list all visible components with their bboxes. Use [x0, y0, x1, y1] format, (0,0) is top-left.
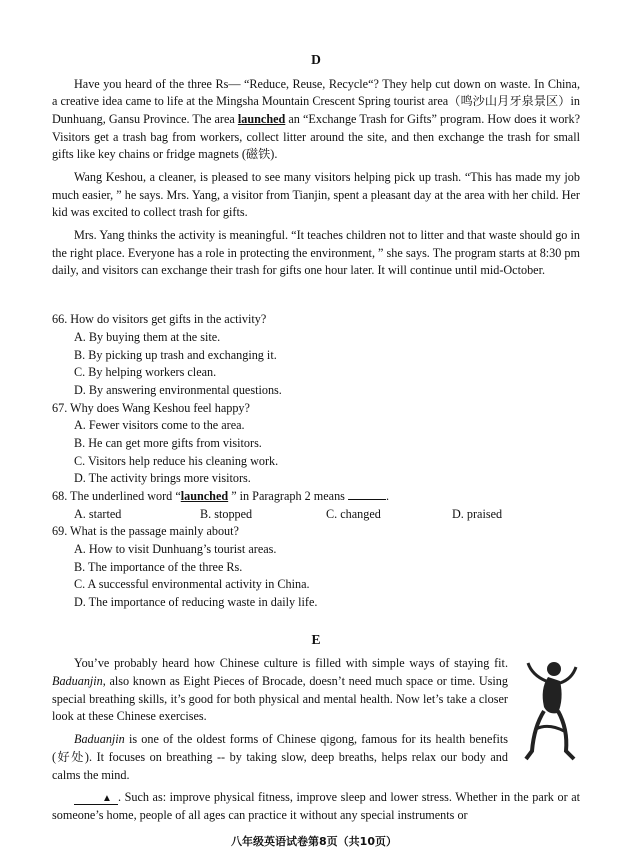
underlined-word: launched — [237, 111, 286, 126]
question-66: 66. How do visitors get gifts in the activity? A. By buying them at the site. B. By picking up trash and exchanging it. C. By helping workers clean. D. By answering environmental questions. — [52, 312, 282, 397]
answer-blank-triangle: ▲ — [74, 794, 118, 805]
question-69: 69. What is the passage mainly about? A. How to visit Dunhuang’s tourist areas. B. The importance of the three Rs. C. A successful environmental activity in China. D. The importance of reducing waste in daily life. — [52, 524, 318, 610]
question-67: 67. Why does Wang Keshou feel happy? A. Fewer visitors come to the area. B. He can get more gifts from visitors. C. Visitors help reduce his cleaning work. D. The activity brings more visitors. — [52, 400, 279, 486]
exam-page — [52, 50, 580, 830]
section-e-paragraph-3: ▲ . Such as: improve physical fitness, improve sleep and lower stress. Whether in the park or at someone’s home, people of all ages can practice it without any special instruments or — [52, 790, 580, 822]
section-e-paragraph-2: Baduanjin is one of the oldest forms of Chinese qigong, famous for its health benefits (好处). It focuses on breathing -- by taking slow, deep breaths, helps relax our body and calms the mind. — [52, 732, 508, 782]
underlined-word: launched — [180, 489, 229, 503]
section-e-body — [52, 655, 580, 824]
section-d-paragraph-2: Wang Keshou, a cleaner, is pleased to see many visitors helping pick up trash. “This has made my job much easier, ” he says. Mrs. Yang, a visitor from Tianjin, spent a pleasant day at the area with her child. Her kid was excited to collect trash for gifts. — [52, 170, 580, 220]
section-d-paragraph-3: Mrs. Yang thinks the activity is meaningful. “It teaches children not to litter and that waste should go in the right place. Everyone has a role in protecting the environment, ” she says. The program starts at 8:30 pm daily, and visitors can exchange their trash for gifts one hour later. It will continue until mid-October. — [52, 228, 580, 278]
answer-blank — [348, 489, 386, 500]
section-d-title: D — [311, 52, 321, 67]
page-footer: 八年级英语试卷第8页（共10页） — [231, 835, 397, 848]
baduanjin-figure-illustration — [518, 655, 580, 765]
section-e-title: E — [311, 631, 321, 647]
question-68: 68. The underlined word “launched ” in Paragraph 2 means . A. started B. stopped C. changed D. praised — [52, 489, 503, 521]
section-e-paragraph-1: You’ve probably heard how Chinese culture is filled with simple ways of staying fit. Baduanjin, also known as Eight Pieces of Brocade, doesn’t need much space or time. Using special breathing skills, it’s good for both physical and mental health. Now let’s take a closer look at these Chinese exercises. — [52, 656, 508, 724]
section-d-paragraph-1: Have you heard of the three Rs— “Reduce, Reuse, Recycle“? They help cut down on waste. In China, a creative idea came to life at the Mingsha Mountain Crescent Spring tourist area（鸣沙山月牙泉景区）in Dunhuang, Gansu Province. The area launched an “Exchange Trash for Gifts” program. How does it work? Visitors get a trash bag from workers, collect litter around the site, and then exchange the trash for small gifts like key chains or fridge magnets (磁铁). — [52, 76, 580, 162]
